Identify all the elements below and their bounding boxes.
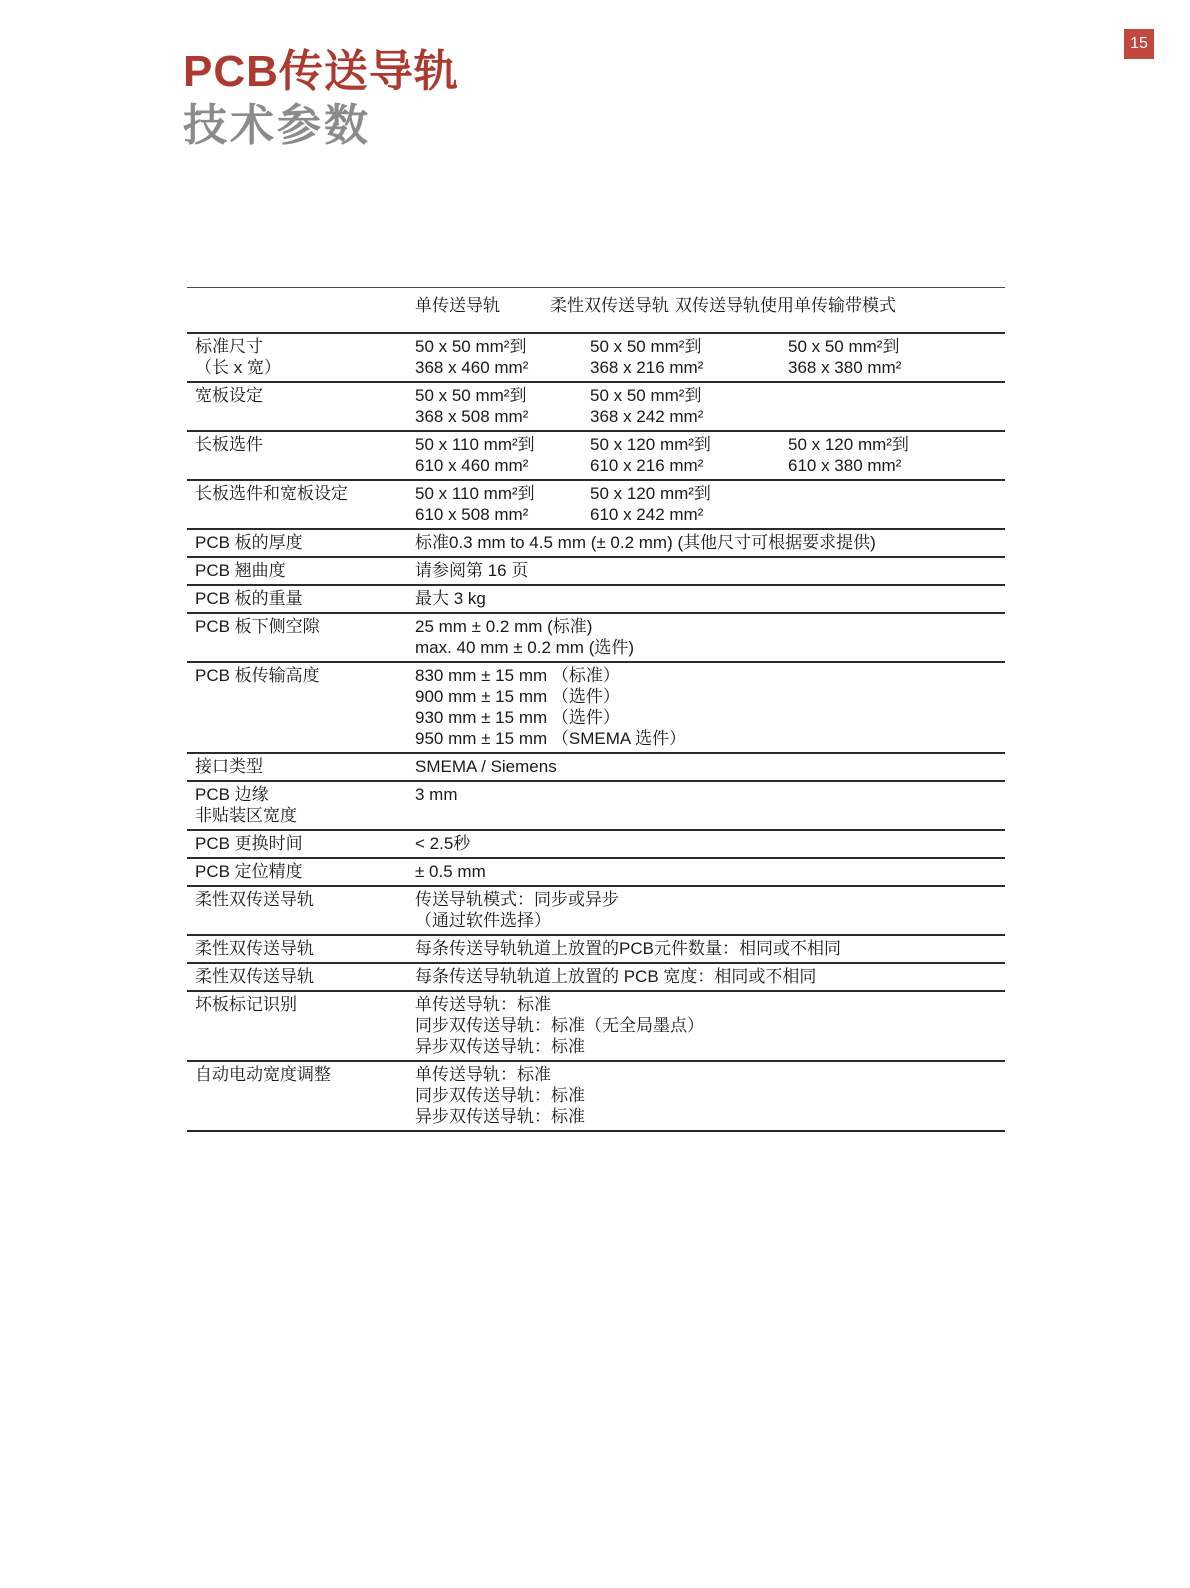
row-label [187, 994, 415, 1057]
row-label [187, 385, 415, 427]
cell-line: PCB 翘曲度 [195, 561, 286, 580]
table-row [187, 752, 1005, 780]
row-label [187, 784, 415, 826]
row-value [590, 385, 788, 427]
column-header-blank [187, 295, 415, 316]
page-title: PCB传送导轨 [183, 47, 459, 96]
cell-line: 610 x 508 mm² [415, 505, 529, 524]
row-value [415, 385, 590, 427]
cell-line: 368 x 242 mm² [590, 407, 704, 426]
row-value [415, 483, 590, 525]
table-row [187, 885, 1005, 934]
page-subtitle: 技术参数 [183, 101, 371, 150]
row-value [415, 616, 1005, 658]
row-value [415, 861, 1005, 882]
cell-line: 单传送导轨：标准 [415, 1065, 551, 1084]
table-row [187, 1060, 1005, 1130]
row-value [415, 966, 1005, 987]
cell-line: PCB 定位精度 [195, 862, 303, 881]
row-value [590, 336, 788, 378]
spec-table [187, 287, 1005, 1132]
table-row [187, 661, 1005, 752]
cell-line: 长板选件 [195, 435, 263, 454]
row-label [187, 560, 415, 581]
table-row [187, 990, 1005, 1060]
cell-line: 50 x 50 mm²到 [415, 337, 527, 356]
cell-line: 单传送导轨：标准 [415, 995, 551, 1014]
cell-line: 异步双传送导轨：标准 [415, 1037, 585, 1056]
row-label [187, 833, 415, 854]
row-value [415, 784, 1005, 826]
cell-line: 同步双传送导轨：标准（无全局墨点） [415, 1016, 704, 1035]
cell-line: 异步双传送导轨：标准 [415, 1107, 585, 1126]
cell-line: PCB 板的重量 [195, 589, 303, 608]
table-body [187, 332, 1005, 1130]
cell-line: max. 40 mm ± 0.2 mm (选件) [415, 638, 635, 657]
table-row [187, 332, 1005, 381]
cell-line: 50 x 50 mm²到 [590, 386, 702, 405]
cell-line: 接口类型 [195, 757, 263, 776]
row-label [187, 861, 415, 882]
row-value [415, 1064, 1005, 1127]
cell-line: 50 x 50 mm²到 [590, 337, 702, 356]
cell-line: 标准0.3 mm to 4.5 mm (± 0.2 mm) (其他尺寸可根据要求提供) [415, 533, 876, 552]
cell-line: SMEMA / Siemens [415, 757, 557, 776]
row-label [187, 483, 415, 525]
cell-line: PCB 边缘 [195, 785, 269, 804]
cell-line: 非贴装区宽度 [195, 806, 297, 825]
cell-line: 50 x 50 mm²到 [415, 386, 527, 405]
row-value [415, 938, 1005, 959]
row-value [415, 889, 1005, 931]
table-row [187, 962, 1005, 990]
table-row [187, 430, 1005, 479]
cell-line: 610 x 460 mm² [415, 456, 529, 475]
cell-line: 610 x 380 mm² [788, 456, 902, 475]
cell-line: 柔性双传送导轨 [195, 939, 314, 958]
row-label [187, 434, 415, 476]
cell-line: 坏板标记识别 [195, 995, 297, 1014]
table-header-row [187, 288, 1005, 332]
cell-line: 标准尺寸 [195, 337, 263, 356]
row-label [187, 966, 415, 987]
row-value [415, 833, 1005, 854]
cell-line: 50 x 120 mm²到 [590, 484, 711, 503]
cell-line: 368 x 460 mm² [415, 358, 529, 377]
column-header-dual-conveyor-single-belt-mode: 双传送导轨使用单传输带模式 [675, 296, 896, 315]
cell-line: 900 mm ± 15 mm （选件） [415, 687, 620, 706]
cell-line: 930 mm ± 15 mm （选件） [415, 708, 620, 727]
row-value [590, 483, 788, 525]
row-label [187, 532, 415, 553]
cell-line: 3 mm [415, 785, 458, 804]
cell-line: 50 x 120 mm²到 [788, 435, 909, 454]
row-label [187, 616, 415, 658]
table-row [187, 528, 1005, 556]
cell-line: 每条传送导轨轨道上放置的 PCB 宽度：相同或不相同 [415, 967, 817, 986]
row-value [415, 532, 1005, 553]
row-value [590, 434, 788, 476]
cell-line: 50 x 50 mm²到 [788, 337, 900, 356]
row-label [187, 665, 415, 749]
row-value [788, 434, 1005, 476]
cell-line: 柔性双传送导轨 [195, 890, 314, 909]
cell-line: PCB 板下侧空隙 [195, 617, 320, 636]
cell-line: 最大 3 kg [415, 589, 486, 608]
row-value [788, 483, 1005, 525]
cell-line: 368 x 380 mm² [788, 358, 902, 377]
cell-line: 传送导轨模式：同步或异步 [415, 890, 619, 909]
cell-line: （长 x 宽） [195, 358, 281, 377]
row-label [187, 336, 415, 378]
cell-line: 610 x 216 mm² [590, 456, 704, 475]
row-value [788, 385, 1005, 427]
row-value [415, 434, 590, 476]
cell-line: 请参阅第 16 页 [415, 561, 529, 580]
row-value [415, 336, 590, 378]
row-value [415, 994, 1005, 1057]
cell-line: 自动电动宽度调整 [195, 1065, 331, 1084]
cell-line: PCB 板的厚度 [195, 533, 303, 552]
table-row [187, 556, 1005, 584]
cell-line: 每条传送导轨轨道上放置的PCB元件数量：相同或不相同 [415, 939, 841, 958]
table-row [187, 780, 1005, 829]
column-header-flexible-dual-conveyor: 柔性双传送导轨 [550, 296, 669, 315]
table-row [187, 381, 1005, 430]
row-label [187, 756, 415, 777]
cell-line: 368 x 216 mm² [590, 358, 704, 377]
cell-line: ± 0.5 mm [415, 862, 486, 881]
cell-line: 610 x 242 mm² [590, 505, 704, 524]
row-value [415, 756, 1005, 777]
table-row [187, 612, 1005, 661]
row-label [187, 889, 415, 931]
row-value [415, 665, 1005, 749]
row-value [415, 560, 1005, 581]
cell-line: 50 x 110 mm²到 [415, 435, 535, 454]
cell-line: 950 mm ± 15 mm （SMEMA 选件） [415, 729, 686, 748]
row-value [788, 336, 1005, 378]
cell-line: 50 x 110 mm²到 [415, 484, 535, 503]
table-row [187, 584, 1005, 612]
table-row [187, 934, 1005, 962]
cell-line: 同步双传送导轨：标准 [415, 1086, 585, 1105]
table-row [187, 479, 1005, 528]
table-row [187, 829, 1005, 857]
column-header-single-conveyor: 单传送导轨 [415, 296, 500, 315]
cell-line: PCB 板传输高度 [195, 666, 320, 685]
cell-line: 宽板设定 [195, 386, 263, 405]
row-label [187, 938, 415, 959]
cell-line: PCB 更换时间 [195, 834, 303, 853]
cell-line: < 2.5秒 [415, 834, 471, 853]
table-row [187, 857, 1005, 885]
page-number-badge: 15 [1124, 29, 1154, 59]
row-value [415, 588, 1005, 609]
cell-line: 长板选件和宽板设定 [195, 484, 348, 503]
row-label [187, 1064, 415, 1127]
cell-line: （通过软件选择） [415, 911, 551, 930]
row-label [187, 588, 415, 609]
cell-line: 25 mm ± 0.2 mm (标准) [415, 617, 593, 636]
cell-line: 50 x 120 mm²到 [590, 435, 711, 454]
cell-line: 368 x 508 mm² [415, 407, 529, 426]
cell-line: 830 mm ± 15 mm （标准） [415, 666, 620, 685]
cell-line: 柔性双传送导轨 [195, 967, 314, 986]
